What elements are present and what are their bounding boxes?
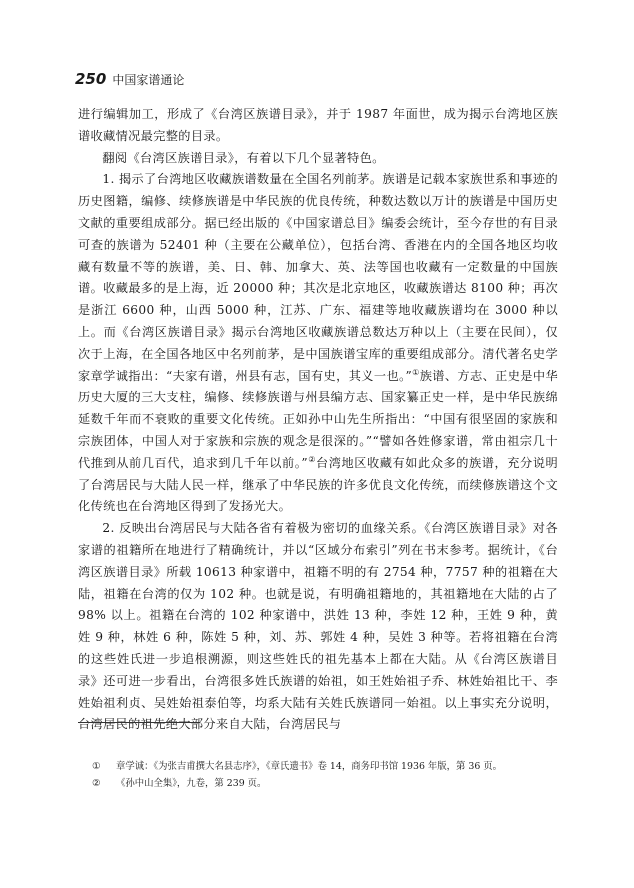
paragraph-text: 2. 反映出台湾居民与大陆各省有着极为密切的血缘关系。《台湾区族谱目录》对各家谱的祖籍所在地进行了精确统计，并以“区域分布索引”列在书末参考。据统计，《台湾区族谱目录》所载 10613 种家谱中，祖籍不明的有 2754 种，7757 种的祖籍在大陆，祖籍在台湾的仅为 102 种。也就是说，有明确祖籍地的，其祖籍地在大陆的占了 98% 以上。祖籍在台湾的 102 种家谱中，洪姓 13 种，李姓 12 种，王姓 9 种，黄姓 9 种，林姓 6 种，陈姓 5 种，刘、苏、郭姓 4 种，吴姓 3 种等。若将祖籍在台湾的这些姓氏进一步追根溯源，则这些姓氏的祖先基本上都在大陆。从《台湾区族谱目录》还可进一步看出，台湾很多姓氏族谱的始祖，如王姓始祖子乔、林姓始祖比干、李姓始祖利贞、吴姓始祖泰伯等，均系大陆有关姓氏族谱同一始祖。以上事实充分说明，台湾居民的祖先绝大部分来自大陆，台湾居民与 [78, 521, 558, 732]
footnote-text: 章学诚：《为张吉甫撰大名县志序》，《章氏遗书》卷 14，商务印书馆 1936 年版，第 36 页。 [116, 761, 503, 772]
footnote [92, 758, 552, 775]
paragraph-text: 1. 揭示了台湾地区收藏族谱数量在全国名列前茅。族谱是记载本家族世系和事迹的历史图籍，编修、续修族谱是中华民族的优良传统，种数达数以万计的族谱是中国历史文献的重要组成部分。据已经出版的《中国家谱总目》编委会统计，至今存世的有目录可查的族谱为 52401 种（主要在公藏单位），包括台湾、香港在内的全国各地区均收藏有数量不等的族谱，美、日、韩、加拿大、英、法等国也收藏有一定数量的中国族谱。收藏最多的是上海，近 20000 种；其次是北京地区，收藏族谱达 8100 种；再次是浙江 6600 种，山西 5000 种，江苏、广东、福建等地收藏族谱均在 3000 种以上。而《台湾区族谱目录》揭示台湾地区收藏族谱总数达万种以上（主要在民间），仅次于上海，在全国各地区中名列前茅，是中国族谱宝库的重要组成部分。清代著名史学家章学诚指出：“夫家有谱，州县有志，国有史，其义一也。” [78, 172, 558, 383]
paragraph-text: 族谱、方志、正史是中华历史大厦的三大支柱，编修、续修族谱与州县编方志、国家纂正史一样，是中华民族绵延数千年而不衰败的重要文化传统。正如孙中山先生所指出：“中国有很坚固的家族和宗族团体，中国人对于家族和宗族的观念是很深的。”“譬如各姓修家谱，常由祖宗几十代推到从前几百代，追求到几千年以前。” [78, 368, 558, 470]
paragraph [78, 518, 558, 736]
footnote-divider [78, 722, 200, 723]
footnote-reference: ② [308, 454, 316, 464]
footnote-marker: ② [92, 778, 101, 789]
footnote-reference: ① [412, 367, 420, 377]
paragraph [78, 104, 558, 148]
page-number: 250 [75, 70, 107, 88]
page-header [75, 70, 184, 92]
footnotes [92, 758, 552, 792]
footnote-marker: ① [92, 761, 101, 772]
running-title: 中国家谱通论 [112, 73, 185, 87]
footnote-text: 《孙中山全集》，九卷，第 239 页。 [116, 778, 267, 789]
paragraph-text: 进行编辑加工，形成了《台湾区族谱目录》，并于 1987 年面世，成为揭示台湾地区族谱收藏情况最完整的目录。 [78, 107, 558, 143]
footnote [92, 775, 552, 792]
paragraph [78, 148, 558, 170]
paragraph [78, 169, 558, 518]
body-text [78, 104, 558, 736]
paragraph-text: 翻阅《台湾区族谱目录》，有着以下几个显著特色。 [102, 150, 385, 165]
paragraph-text: 台湾地区收藏有如此众多的族谱，充分说明了台湾居民与大陆人民一样，继承了中华民族的许多优良文化传统，而续修族谱这个文化传统也在台湾地区得到了发扬光大。 [78, 455, 558, 514]
